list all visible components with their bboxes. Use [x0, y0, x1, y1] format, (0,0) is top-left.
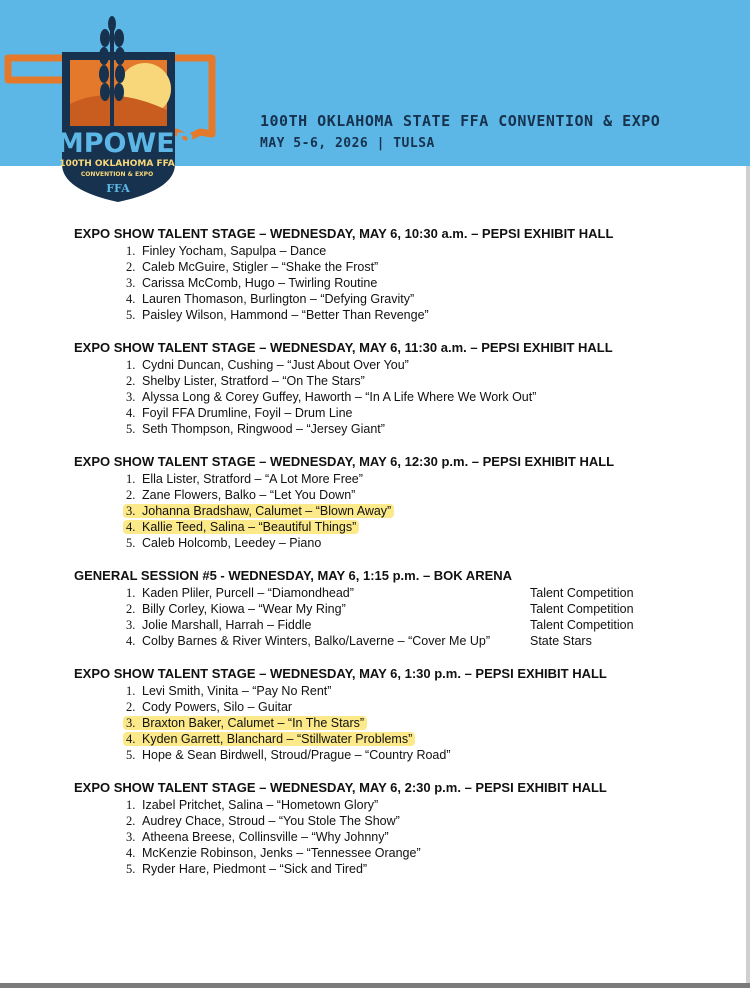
- logo-word: EMPOWER: [38, 128, 196, 159]
- list-item: [126, 243, 694, 259]
- section-heading: EXPO SHOW TALENT STAGE – WEDNESDAY, MAY 6, 10:30 a.m. – PEPSI EXHIBIT HALL: [74, 226, 614, 241]
- page-bottom-edge: [0, 983, 750, 988]
- item-number: 2.: [126, 260, 136, 274]
- list-item: [126, 699, 694, 715]
- list-item: [126, 535, 694, 551]
- list-item: [126, 307, 694, 323]
- list-item: [126, 585, 694, 601]
- section-heading: EXPO SHOW TALENT STAGE – WEDNESDAY, MAY 6, 11:30 a.m. – PEPSI EXHIBIT HALL: [74, 340, 613, 355]
- list-item: [126, 845, 694, 861]
- item-number: 1.: [126, 472, 136, 486]
- item-number: 1.: [126, 798, 136, 812]
- item-text: Kaden Pliler, Purcell – “Diamondhead”: [142, 586, 354, 600]
- list-item: [126, 259, 694, 275]
- item-number: 3.: [126, 716, 136, 730]
- item-text: Cody Powers, Silo – Guitar: [142, 700, 293, 714]
- item-content: [126, 586, 354, 600]
- performer-list: [126, 683, 694, 763]
- section-heading: GENERAL SESSION #5 - WEDNESDAY, MAY 6, 1:15 p.m. – BOK ARENA: [74, 568, 513, 583]
- item-content: [126, 846, 421, 860]
- item-number: 5.: [126, 536, 136, 550]
- item-content: [126, 862, 367, 876]
- item-number: 5.: [126, 422, 136, 436]
- item-number: 2.: [126, 700, 136, 714]
- item-number: 2.: [126, 602, 136, 616]
- item-text: Carissa McComb, Hugo – Twirling Routine: [142, 276, 378, 290]
- item-text: Caleb McGuire, Stigler – “Shake the Frost”: [142, 260, 379, 274]
- item-text: Zane Flowers, Balko – “Let You Down”: [142, 488, 356, 502]
- item-content: [126, 292, 414, 306]
- item-text: Johanna Bradshaw, Calumet – “Blown Away”: [142, 504, 392, 518]
- list-item: [126, 487, 694, 503]
- schedule-section: [74, 453, 694, 551]
- item-text: Kyden Garrett, Blanchard – “Stillwater Problems”: [142, 732, 413, 746]
- list-item: [126, 503, 694, 519]
- item-content: [126, 700, 292, 714]
- item-content: [126, 276, 377, 290]
- item-note: Talent Competition: [530, 618, 634, 632]
- item-number: 4.: [126, 520, 136, 534]
- page-edge: [746, 166, 750, 988]
- item-number: 4.: [126, 292, 136, 306]
- item-number: 4.: [126, 406, 136, 420]
- schedule: [74, 225, 694, 893]
- item-number: 2.: [126, 374, 136, 388]
- list-item: [126, 617, 694, 633]
- item-content: [126, 390, 536, 404]
- item-content: [126, 748, 451, 762]
- item-number: 1.: [126, 586, 136, 600]
- item-note: State Stars: [530, 634, 592, 648]
- header-text: [260, 112, 660, 151]
- highlight-mark: [123, 732, 415, 746]
- list-item: [126, 633, 694, 649]
- item-text: McKenzie Robinson, Jenks – “Tennessee Orange”: [142, 846, 421, 860]
- item-text: Izabel Pritchet, Salina – “Hometown Glory”: [142, 798, 379, 812]
- item-content: [126, 406, 352, 420]
- highlight-mark: [123, 504, 394, 518]
- logo-line2: CONVENTION & EXPO: [80, 171, 154, 178]
- item-content: [126, 472, 363, 486]
- ffa-badge: FFA: [106, 182, 130, 195]
- logo-line1: 100TH OKLAHOMA FFA: [59, 159, 175, 169]
- item-content: [126, 536, 321, 550]
- item-number: 3.: [126, 390, 136, 404]
- list-item: [126, 731, 694, 747]
- item-number: 2.: [126, 488, 136, 502]
- item-text: Foyil FFA Drumline, Foyil – Drum Line: [142, 406, 353, 420]
- list-item: [126, 275, 694, 291]
- item-text: Seth Thompson, Ringwood – “Jersey Giant”: [142, 422, 385, 436]
- list-item: [126, 797, 694, 813]
- section-heading: EXPO SHOW TALENT STAGE – WEDNESDAY, MAY 6, 12:30 p.m. – PEPSI EXHIBIT HALL: [74, 454, 615, 469]
- performer-list: [126, 357, 694, 437]
- item-number: 2.: [126, 814, 136, 828]
- item-text: Cydni Duncan, Cushing – “Just About Over You”: [142, 358, 409, 372]
- schedule-section: [74, 665, 694, 763]
- performer-list: [126, 585, 694, 649]
- item-content: [126, 634, 490, 648]
- item-text: Ella Lister, Stratford – “A Lot More Free”: [142, 472, 363, 486]
- item-text: Colby Barnes & River Winters, Balko/Laverne – “Cover Me Up”: [142, 634, 491, 648]
- empower-logo: [0, 14, 225, 214]
- item-content: [126, 618, 312, 632]
- item-number: 1.: [126, 358, 136, 372]
- list-item: [126, 747, 694, 763]
- list-item: [126, 683, 694, 699]
- item-text: Audrey Chace, Stroud – “You Stole The Show”: [142, 814, 400, 828]
- page-title: 100TH OKLAHOMA STATE FFA CONVENTION & EXPO: [260, 112, 661, 130]
- list-item: [126, 405, 694, 421]
- list-item: [126, 829, 694, 845]
- item-content: [126, 308, 429, 322]
- list-item: [126, 715, 694, 731]
- item-number: 4.: [126, 634, 136, 648]
- schedule-section: [74, 225, 694, 323]
- schedule-section: [74, 779, 694, 877]
- item-number: 3.: [126, 618, 136, 632]
- item-number: 4.: [126, 732, 136, 746]
- item-text: Atheena Breese, Collinsville – “Why Johnny”: [142, 830, 389, 844]
- item-text: Alyssa Long & Corey Guffey, Haworth – “In A Life Where We Work Out”: [142, 390, 537, 404]
- list-item: [126, 861, 694, 877]
- item-text: Lauren Thomason, Burlington – “Defying Gravity”: [142, 292, 415, 306]
- list-item: [126, 357, 694, 373]
- item-content: [126, 260, 378, 274]
- item-note: Talent Competition: [530, 602, 634, 616]
- item-number: 5.: [126, 748, 136, 762]
- item-content: [126, 358, 409, 372]
- performer-list: [126, 471, 694, 551]
- list-item: [126, 421, 694, 437]
- list-item: [126, 471, 694, 487]
- item-text: Caleb Holcomb, Leedey – Piano: [142, 536, 322, 550]
- item-text: Billy Corley, Kiowa – “Wear My Ring”: [142, 602, 346, 616]
- list-item: [126, 519, 694, 535]
- page-subtitle: MAY 5-6, 2026 | TULSA: [260, 136, 435, 151]
- item-content: [126, 422, 385, 436]
- list-item: [126, 291, 694, 307]
- item-content: [126, 602, 346, 616]
- performer-list: [126, 797, 694, 877]
- list-item: [126, 389, 694, 405]
- item-text: Shelby Lister, Stratford – “On The Stars”: [142, 374, 365, 388]
- highlight-mark: [123, 520, 359, 534]
- schedule-section: [74, 339, 694, 437]
- item-number: 5.: [126, 308, 136, 322]
- list-item: [126, 373, 694, 389]
- section-heading: EXPO SHOW TALENT STAGE – WEDNESDAY, MAY 6, 1:30 p.m. – PEPSI EXHIBIT HALL: [74, 666, 607, 681]
- item-content: [126, 244, 326, 258]
- item-note: Talent Competition: [530, 586, 634, 600]
- item-text: Kallie Teed, Salina – “Beautiful Things”: [142, 520, 357, 534]
- item-text: Finley Yocham, Sapulpa – Dance: [142, 244, 327, 258]
- item-text: Paisley Wilson, Hammond – “Better Than Revenge”: [142, 308, 429, 322]
- schedule-section: [74, 567, 694, 649]
- item-text: Levi Smith, Vinita – “Pay No Rent”: [142, 684, 332, 698]
- item-number: 3.: [126, 504, 136, 518]
- item-text: Jolie Marshall, Harrah – Fiddle: [142, 618, 312, 632]
- item-text: Ryder Hare, Piedmont – “Sick and Tired”: [142, 862, 368, 876]
- item-number: 4.: [126, 846, 136, 860]
- highlight-mark: [123, 716, 367, 730]
- item-number: 1.: [126, 244, 136, 258]
- item-content: [126, 684, 331, 698]
- item-content: [126, 830, 389, 844]
- item-text: Hope & Sean Birdwell, Stroud/Prague – “Country Road”: [142, 748, 451, 762]
- item-number: 1.: [126, 684, 136, 698]
- item-content: [126, 374, 365, 388]
- item-content: [126, 488, 355, 502]
- item-number: 3.: [126, 276, 136, 290]
- item-number: 3.: [126, 830, 136, 844]
- item-number: 5.: [126, 862, 136, 876]
- section-heading: EXPO SHOW TALENT STAGE – WEDNESDAY, MAY 6, 2:30 p.m. – PEPSI EXHIBIT HALL: [74, 780, 607, 795]
- item-text: Braxton Baker, Calumet – “In The Stars”: [142, 716, 365, 730]
- list-item: [126, 601, 694, 617]
- list-item: [126, 813, 694, 829]
- item-content: [126, 814, 400, 828]
- performer-list: [126, 243, 694, 323]
- item-content: [126, 798, 378, 812]
